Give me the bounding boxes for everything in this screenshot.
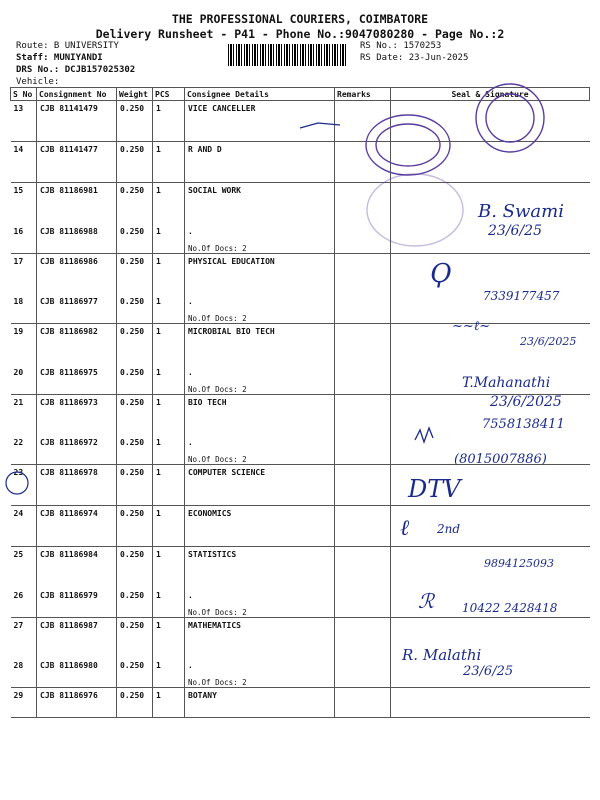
- cell-remarks: [335, 506, 391, 547]
- table-row: [11, 688, 590, 718]
- cell-sno: [11, 142, 37, 183]
- cno-value: CJB 81186988: [40, 226, 98, 236]
- cell-seal: [391, 547, 590, 588]
- cell-consignee: [185, 506, 335, 547]
- cell-seal: [391, 365, 590, 395]
- cell-pcs: [153, 688, 185, 718]
- signature-4-phone: 7558138411: [482, 417, 565, 432]
- cell-consignee: [185, 101, 335, 142]
- cno-value: CJB 81186976: [40, 691, 98, 700]
- consignee-value: .: [188, 438, 193, 447]
- signature-8-mark: ℛ: [418, 589, 434, 613]
- cell-remarks: [335, 588, 391, 618]
- col-pcs: PCS: [153, 88, 185, 101]
- cno-value: CJB 81141479: [40, 104, 98, 113]
- cell-wt: [117, 658, 153, 688]
- cell-seal: [391, 183, 590, 224]
- sno-value: 15: [13, 186, 24, 195]
- rs-date: RS Date: 23-Jun-2025: [360, 53, 469, 63]
- cell-remarks: [335, 617, 391, 658]
- sno-value: 13: [13, 104, 24, 113]
- pcs-value: 1: [156, 468, 161, 477]
- cell-consignee: [185, 183, 335, 224]
- cell-wt: [117, 588, 153, 618]
- runsheet-subtitle: Delivery Runsheet - P41 - Phone No.:9047080280 - Page No.:2: [95, 27, 505, 41]
- table-row: [11, 324, 590, 365]
- cell-sno: [11, 617, 37, 658]
- cell-remarks: [335, 365, 391, 395]
- wt-value: 0.250: [120, 226, 145, 236]
- cell-sno: [11, 253, 37, 294]
- cell-consignee: [185, 658, 335, 688]
- cell-remarks: [335, 294, 391, 324]
- sno-value: 23: [13, 468, 24, 477]
- cno-value: CJB 81186979: [40, 590, 98, 600]
- cell-consignee: [185, 688, 335, 718]
- cell-sno: [11, 588, 37, 618]
- signature-4: T.Mahanathi: [462, 375, 551, 391]
- col-remarks: Remarks: [335, 88, 391, 101]
- consignee-value: VICE CANCELLER: [188, 104, 256, 113]
- cno-value: CJB 81186984: [40, 550, 98, 559]
- signature-2-mark: Ϙ: [430, 259, 452, 289]
- wt-value: 0.250: [120, 397, 145, 407]
- docs-count: No.Of Docs: 2: [188, 607, 247, 617]
- pcs-value: 1: [156, 509, 161, 518]
- signature-7-mark: ℓ: [400, 516, 410, 541]
- docs-count: No.Of Docs: 2: [188, 243, 247, 253]
- cell-pcs: [153, 253, 185, 294]
- cell-consignee: [185, 142, 335, 183]
- signature-9: R. Malathi: [402, 646, 482, 664]
- cell-consignee: [185, 365, 335, 395]
- cno-value: CJB 81186974: [40, 509, 98, 518]
- cell-wt: [117, 506, 153, 547]
- sno-value: 25: [13, 550, 24, 559]
- signature-7-note: 2nd: [437, 522, 461, 536]
- cell-sno: [11, 394, 37, 435]
- cell-sno: [11, 465, 37, 506]
- cell-wt: [117, 183, 153, 224]
- cell-wt: [117, 435, 153, 465]
- wt-value: 0.250: [120, 509, 145, 518]
- cell-seal: [391, 658, 590, 688]
- wt-value: 0.250: [120, 438, 145, 447]
- cell-remarks: [335, 547, 391, 588]
- cell-consignee: [185, 465, 335, 506]
- signature-1: B. Swami: [478, 201, 564, 222]
- cell-seal: [391, 506, 590, 547]
- cell-pcs: [153, 224, 185, 254]
- meta-left: [16, 40, 135, 88]
- cell-pcs: [153, 465, 185, 506]
- cell-consignee: [185, 588, 335, 618]
- wt-value: 0.250: [120, 590, 145, 600]
- cell-consignee: [185, 547, 335, 588]
- cell-pcs: [153, 547, 185, 588]
- cell-cno: [37, 688, 117, 718]
- vehicle: Vehicle:: [16, 77, 60, 87]
- pcs-value: 1: [156, 590, 161, 600]
- cell-remarks: [335, 658, 391, 688]
- cell-wt: [117, 365, 153, 395]
- cell-cno: [37, 547, 117, 588]
- cell-wt: [117, 142, 153, 183]
- table-row: [11, 435, 590, 465]
- col-seal: Seal & Signature: [391, 88, 590, 101]
- col-weight: Weight: [117, 88, 153, 101]
- cell-cno: [37, 224, 117, 254]
- cell-remarks: [335, 394, 391, 435]
- sno-value: 17: [13, 256, 24, 266]
- wt-value: 0.250: [120, 691, 145, 700]
- cell-wt: [117, 688, 153, 718]
- cell-consignee: [185, 294, 335, 324]
- cell-wt: [117, 253, 153, 294]
- company-title: THE PROFESSIONAL COURIERS, COIMBATORE: [171, 12, 429, 26]
- meta-right: [360, 40, 468, 64]
- sno-value: 19: [13, 327, 24, 336]
- cell-remarks: [335, 253, 391, 294]
- pcs-value: 1: [156, 226, 161, 236]
- cell-remarks: [335, 324, 391, 365]
- docs-count: No.Of Docs: 2: [188, 384, 247, 394]
- pcs-value: 1: [156, 397, 161, 407]
- consignee-value: .: [188, 661, 193, 670]
- cell-cno: [37, 394, 117, 435]
- cell-wt: [117, 617, 153, 658]
- cell-wt: [117, 224, 153, 254]
- cell-sno: [11, 101, 37, 142]
- table-row: [11, 253, 590, 294]
- consignee-value: COMPUTER SCIENCE: [188, 468, 266, 477]
- signature-1-date: 23/6/25: [488, 223, 542, 239]
- wt-value: 0.250: [120, 468, 145, 477]
- table-row: [11, 617, 590, 658]
- table-row: [11, 506, 590, 547]
- consignee-value: .: [188, 367, 193, 377]
- sno-value: 26: [13, 590, 24, 600]
- rs-number: RS No.: 1570253: [360, 41, 442, 51]
- route: Route: B UNIVERSITY: [16, 41, 119, 51]
- pcs-value: 1: [156, 256, 161, 266]
- signature-2-phone: 7339177457: [483, 289, 560, 303]
- cell-sno: [11, 183, 37, 224]
- cell-cno: [37, 183, 117, 224]
- cell-remarks: [335, 101, 391, 142]
- col-consignee: Consignee Details: [185, 88, 335, 101]
- pcs-value: 1: [156, 438, 161, 447]
- table-row: [11, 465, 590, 506]
- cell-wt: [117, 324, 153, 365]
- cell-seal: [391, 617, 590, 658]
- wt-value: 0.250: [120, 297, 145, 306]
- cell-consignee: [185, 224, 335, 254]
- pcs-value: 1: [156, 620, 161, 630]
- sno-value: 22: [13, 438, 24, 447]
- cell-remarks: [335, 465, 391, 506]
- cell-sno: [11, 688, 37, 718]
- cell-cno: [37, 101, 117, 142]
- cell-remarks: [335, 183, 391, 224]
- wt-value: 0.250: [120, 661, 145, 670]
- cell-cno: [37, 658, 117, 688]
- wt-value: 0.250: [120, 550, 145, 559]
- cno-value: CJB 81186978: [40, 468, 98, 477]
- cell-cno: [37, 617, 117, 658]
- table-row: [11, 588, 590, 618]
- cno-value: CJB 81186986: [40, 256, 98, 266]
- cell-sno: [11, 658, 37, 688]
- docs-count: No.Of Docs: 2: [188, 455, 247, 464]
- cell-pcs: [153, 183, 185, 224]
- pcs-value: 1: [156, 297, 161, 306]
- pcs-value: 1: [156, 367, 161, 377]
- cno-value: CJB 81186981: [40, 186, 98, 195]
- pcs-value: 1: [156, 327, 161, 336]
- sno-value: 28: [13, 661, 24, 670]
- wt-value: 0.250: [120, 327, 145, 336]
- sno-value: 29: [13, 691, 24, 700]
- table-row: [11, 294, 590, 324]
- cno-value: CJB 81186975: [40, 367, 98, 377]
- consignee-value: .: [188, 226, 193, 236]
- consignee-value: BIO TECH: [188, 397, 227, 407]
- cell-cno: [37, 365, 117, 395]
- cell-pcs: [153, 506, 185, 547]
- docs-count: No.Of Docs: 2: [188, 314, 247, 323]
- pcs-value: 1: [156, 145, 161, 154]
- cell-cno: [37, 253, 117, 294]
- sno-value: 16: [13, 226, 24, 236]
- consignee-value: .: [188, 297, 193, 306]
- cell-pcs: [153, 142, 185, 183]
- consignee-value: STATISTICS: [188, 550, 237, 559]
- pcs-value: 1: [156, 104, 161, 113]
- wt-value: 0.250: [120, 256, 145, 266]
- cell-wt: [117, 547, 153, 588]
- cell-seal: [391, 324, 590, 365]
- pcs-value: 1: [156, 550, 161, 559]
- table-row: [11, 658, 590, 688]
- col-sno: S No: [11, 88, 37, 101]
- cell-wt: [117, 394, 153, 435]
- cell-pcs: [153, 324, 185, 365]
- consignee-value: ECONOMICS: [188, 509, 232, 518]
- cell-pcs: [153, 365, 185, 395]
- cell-consignee: [185, 324, 335, 365]
- signature-9-date: 23/6/25: [463, 664, 514, 679]
- cell-consignee: [185, 394, 335, 435]
- cell-seal: [391, 465, 590, 506]
- pcs-value: 1: [156, 661, 161, 670]
- cno-value: CJB 81186972: [40, 438, 98, 447]
- consignee-value: MICROBIAL BIO TECH: [188, 327, 275, 336]
- cell-cno: [37, 435, 117, 465]
- sno-value: 24: [13, 509, 24, 518]
- consignee-value: PHYSICAL EDUCATION: [188, 256, 275, 266]
- cell-seal: [391, 224, 590, 254]
- table-row: [11, 224, 590, 254]
- signature-6: DTV: [408, 475, 461, 503]
- sno-value: 20: [13, 367, 24, 377]
- cell-sno: [11, 506, 37, 547]
- sno-value: 21: [13, 397, 24, 407]
- table-row: [11, 394, 590, 435]
- cell-seal: [391, 435, 590, 465]
- wt-value: 0.250: [120, 620, 145, 630]
- signature-3-date: 23/6/2025: [520, 335, 577, 348]
- signature-3-mark: ~~ℓ~: [452, 319, 491, 334]
- consignee-value: R AND D: [188, 145, 222, 154]
- cell-seal: [391, 101, 590, 142]
- cell-remarks: [335, 142, 391, 183]
- cell-remarks: [335, 224, 391, 254]
- table-header: [11, 88, 590, 101]
- signature-4-date: 23/6/2025: [490, 394, 562, 410]
- cell-cno: [37, 588, 117, 618]
- cell-sno: [11, 547, 37, 588]
- pcs-value: 1: [156, 691, 161, 700]
- barcode: [228, 44, 348, 66]
- table-row: [11, 365, 590, 395]
- pcs-value: 1: [156, 186, 161, 195]
- consignee-value: .: [188, 590, 193, 600]
- cell-seal: [391, 688, 590, 718]
- wt-value: 0.250: [120, 104, 145, 113]
- cno-value: CJB 81186977: [40, 297, 98, 306]
- cell-pcs: [153, 658, 185, 688]
- table-row: [11, 547, 590, 588]
- cell-cno: [37, 506, 117, 547]
- cell-seal: [391, 588, 590, 618]
- wt-value: 0.250: [120, 145, 145, 154]
- sno-value: 18: [13, 297, 24, 306]
- consignee-value: MATHEMATICS: [188, 620, 241, 630]
- cell-cno: [37, 465, 117, 506]
- cell-sno: [11, 435, 37, 465]
- cell-wt: [117, 465, 153, 506]
- cell-consignee: [185, 435, 335, 465]
- cell-sno: [11, 224, 37, 254]
- cell-cno: [37, 324, 117, 365]
- consignee-value: SOCIAL WORK: [188, 186, 241, 195]
- cell-remarks: [335, 435, 391, 465]
- runsheet-table: [10, 87, 590, 718]
- cno-value: CJB 81186982: [40, 327, 98, 336]
- signature-7-phone: 9894125093: [484, 557, 554, 570]
- cell-pcs: [153, 588, 185, 618]
- wt-value: 0.250: [120, 367, 145, 377]
- cell-seal: [391, 253, 590, 294]
- cell-pcs: [153, 101, 185, 142]
- wt-value: 0.250: [120, 186, 145, 195]
- cell-consignee: [185, 253, 335, 294]
- cno-value: CJB 81186987: [40, 620, 98, 630]
- cell-pcs: [153, 617, 185, 658]
- cell-remarks: [335, 688, 391, 718]
- table-row: [11, 142, 590, 183]
- cell-sno: [11, 294, 37, 324]
- cell-cno: [37, 142, 117, 183]
- cell-cno: [37, 294, 117, 324]
- table-row: [11, 183, 590, 224]
- cell-sno: [11, 324, 37, 365]
- sno-value: 27: [13, 620, 24, 630]
- cell-sno: [11, 365, 37, 395]
- cell-wt: [117, 294, 153, 324]
- cno-value: CJB 81186980: [40, 661, 98, 670]
- table-row: [11, 101, 590, 142]
- cell-pcs: [153, 294, 185, 324]
- cell-wt: [117, 101, 153, 142]
- sno-value: 14: [13, 145, 24, 154]
- col-consignment: Consignment No: [37, 88, 117, 101]
- docs-count: No.Of Docs: 2: [188, 678, 247, 687]
- cno-value: CJB 81186973: [40, 397, 98, 407]
- cell-seal: [391, 394, 590, 435]
- drs-number: DRS No.: DCJB157025302: [16, 65, 136, 75]
- cell-seal: [391, 142, 590, 183]
- staff: Staff: MUNIYANDI: [16, 53, 103, 63]
- cell-pcs: [153, 435, 185, 465]
- cell-pcs: [153, 394, 185, 435]
- cno-value: CJB 81141477: [40, 145, 98, 154]
- consignee-value: BOTANY: [188, 691, 217, 700]
- signature-5-phone: (8015007886): [454, 452, 547, 467]
- cell-seal: [391, 294, 590, 324]
- signature-8-phone: 10422 2428418: [462, 601, 558, 615]
- cell-consignee: [185, 617, 335, 658]
